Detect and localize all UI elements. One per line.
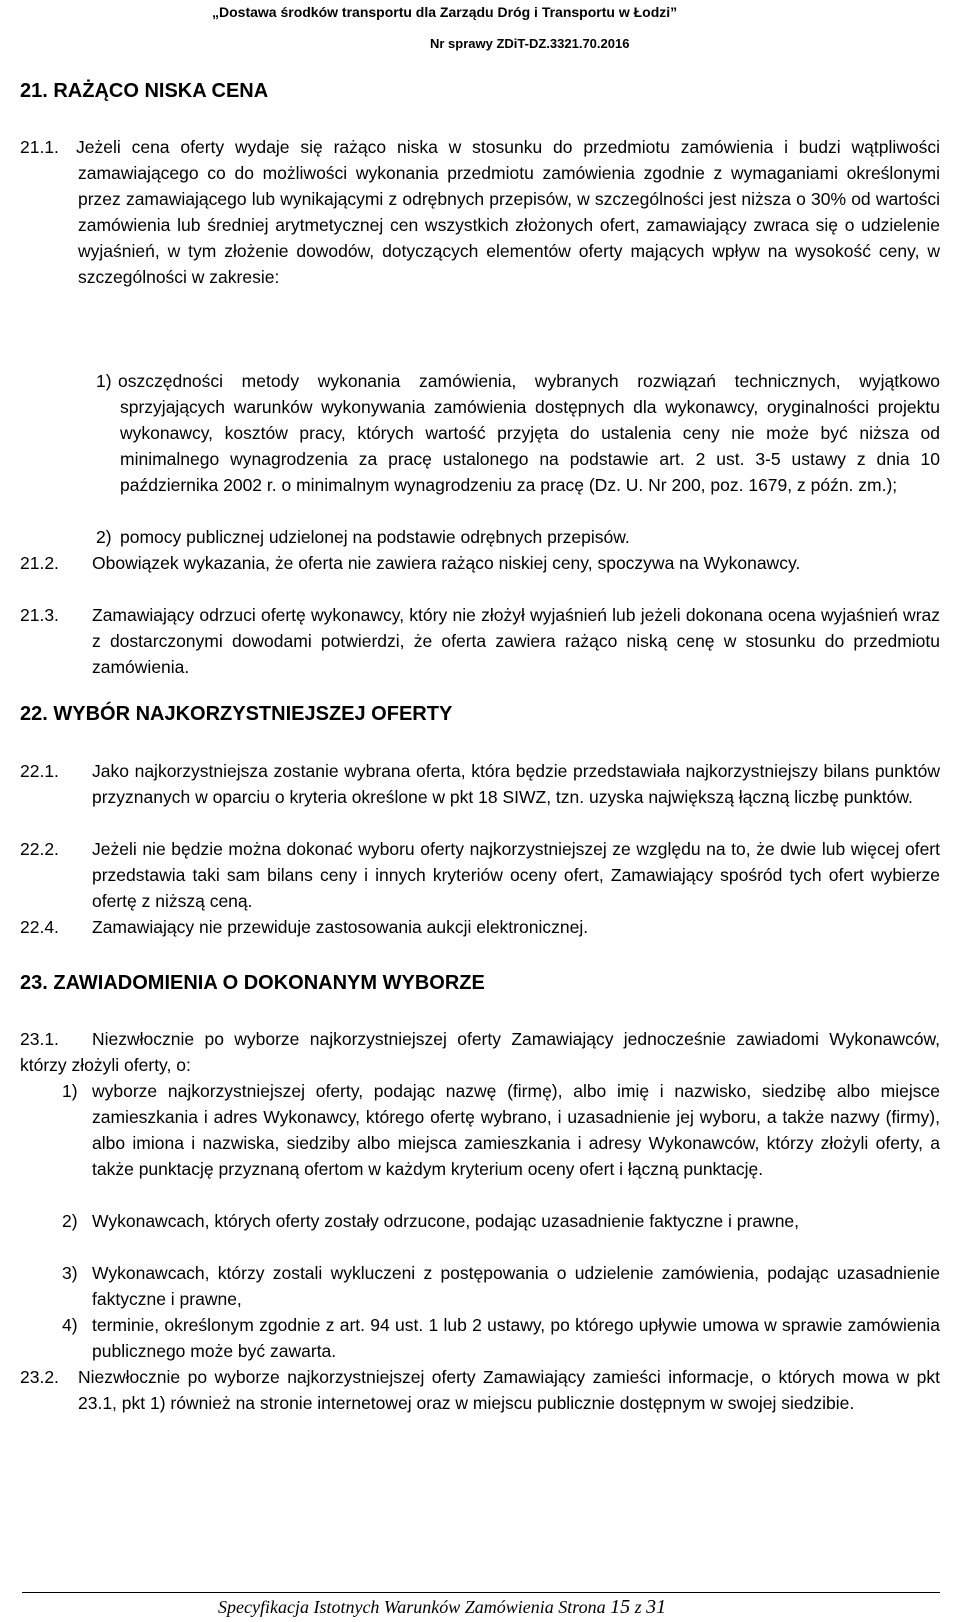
- section-22-1-number: 22.1.: [20, 761, 59, 781]
- footer-of: z: [634, 1597, 642, 1617]
- section-22-1-text: Jako najkorzystniejsza zostanie wybrana oferta, która będzie przedstawiała najkorzystniejszy bilans punktów przyznanych w oparciu o kryteria określone w pkt 18 SIWZ, tzn. uzyska największą łączną liczbę punktów.: [92, 761, 940, 807]
- section-21-1-item-1-text: oszczędności metody wykonania zamówienia, wybranych rozwiązań technicznych, wyjątkowo sprzyjających warunków wykonywania zamówienia dostępnych dla wykonawcy, oryginalności projektu wykonawcy, kosztów pracy, których wartość przyjęta do ustalenia ceny nie może być niższa od minimalnego wynagrodzenia za pracę ustalonego na podstawie art. 2 ust. 3-5 ustawy z dnia 10 października 2002 r. o minimalnym wynagrodzeniu za pracę (Dz. U. Nr 200, poz. 1679, z późn. zm.);: [118, 371, 940, 495]
- footer-divider: [22, 1592, 940, 1593]
- section-22-2-text: Jeżeli nie będzie można dokonać wyboru oferty najkorzystniejszej ze względu na to, że dwie lub więcej ofert przedstawia taki sam bilans ceny i innych kryteriów oceny ofert, Zamawiający spośród tych ofert wybierze ofertę z niższą ceną.: [92, 839, 940, 911]
- section-21-1-text: [78, 134, 940, 290]
- section-21-3-number: 21.3.: [20, 605, 59, 625]
- section-23-1-item-1-text: wyborze najkorzystniejszej oferty, podając nazwę (firmę), albo imię i nazwisko, siedzibę albo miejsce zamieszkania i adres Wykonawcy, którego ofertę wybrano, i uzasadnienie jej wyboru, a także nazwy (firmy), albo imiona i nazwiska, siedziby albo miejsca zamieszkania i adresy Wykonawców, którzy złożyli oferty, a także punktację przyznaną ofertom w każdym kryterium oceny ofert i łączną punktację.: [92, 1081, 940, 1179]
- section-22-heading: 22. WYBÓR NAJKORZYSTNIEJSZEJ OFERTY: [20, 703, 453, 725]
- header-title: „Dostawa środków transportu dla Zarządu Dróg i Transportu w Łodzi”: [212, 4, 678, 20]
- section-21-2-number: 21.2.: [20, 553, 59, 573]
- section-23-1-text: Niezwłocznie po wyborze najkorzystniejszej oferty Zamawiający jednocześnie zawiadomi Wykonawców, którzy złożyli oferty, o:: [20, 1029, 940, 1075]
- section-23-2-number: 23.2.: [20, 1367, 59, 1387]
- section-22-4-number: 22.4.: [20, 917, 59, 937]
- section-21-2-text: Obowiązek wykazania, że oferta nie zawiera rażąco niskiej ceny, spoczywa na Wykonawcy.: [92, 553, 801, 573]
- section-23-1-item-3-text: Wykonawcach, którzy zostali wykluczeni z postępowania o udzielenie zamówienia, podając uzasadnienie faktyczne i prawne,: [92, 1263, 940, 1309]
- section-21-1-item-1-number: 1): [96, 371, 112, 391]
- section-21-1-item-2-text: pomocy publicznej udzielonej na podstawie odrębnych przepisów.: [120, 527, 630, 547]
- section-21-3-text: Zamawiający odrzuci ofertę wykonawcy, który nie złożył wyjaśnień lub jeżeli dokonana ocena wyjaśnień wraz z dostarczonymi dowodami potwierdzi, że oferta zawiera rażąco niską cenę w stosunku do przedmiotu zamówienia.: [92, 605, 940, 677]
- section-23-1-item-2-number: 2): [62, 1211, 78, 1231]
- section-23-1-item-1-number: 1): [62, 1081, 78, 1101]
- section-23-1-item-4-text: terminie, określonym zgodnie z art. 94 ust. 1 lub 2 ustawy, po którego upływie umowa w sprawie zamówienia publicznego może być zawarta.: [92, 1315, 940, 1361]
- header-case-number: Nr sprawy ZDiT-DZ.3321.70.2016: [430, 36, 630, 51]
- section-21-1-number: 21.1.: [20, 137, 59, 157]
- section-23-1-item-2-text: Wykonawcach, których oferty zostały odrzucone, podając uzasadnienie faktyczne i prawne,: [92, 1211, 800, 1231]
- section-23-1-item-3-number: 3): [62, 1263, 78, 1283]
- section-22-4-text: Zamawiający nie przewiduje zastosowania aukcji elektronicznej.: [92, 917, 589, 937]
- section-21-1-item-2-number: 2): [96, 527, 112, 547]
- section-23-1-item-4-number: 4): [62, 1315, 78, 1335]
- section-21-heading: 21. RAŻĄCO NISKA CENA: [20, 80, 269, 102]
- footer-text: Specyfikacja Istotnych Warunków Zamówienia Strona: [218, 1597, 606, 1617]
- footer-page-number: 15: [610, 1596, 631, 1618]
- section-23-2-text: Niezwłocznie po wyborze najkorzystniejszej oferty Zamawiający zamieści informacje, o których mowa w pkt 23.1, pkt 1) również na stronie internetowej oraz w miejscu publicznie dostępnym w swojej siedzibie.: [78, 1367, 940, 1413]
- page-footer: [218, 1596, 666, 1619]
- section-23-heading: 23. ZAWIADOMIENIA O DOKONANYM WYBORZE: [20, 972, 485, 994]
- section-21-1-body: Jeżeli cena oferty wydaje się rażąco niska w stosunku do przedmiotu zamówienia i budzi wątpliwości zamawiającego co do możliwości wykonania przedmiotu zamówienia zgodnie z wymaganiami określonymi przez zamawiającego lub wynikającymi z odrębnych przepisów, w szczególności jest niższa o 30% od wartości zamówienia lub średniej arytmetycznej cen wszystkich złożonych ofert, zamawiający zwraca się o udzielenie wyjaśnień, w tym złożenie dowodów, dotyczących elementów oferty mających wpływ na wysokość ceny, w szczególności w zakresie:: [76, 137, 940, 287]
- section-22-2-number: 22.2.: [20, 839, 59, 859]
- footer-total-pages: 31: [646, 1596, 667, 1618]
- section-23-1-number: 23.1.: [20, 1029, 59, 1049]
